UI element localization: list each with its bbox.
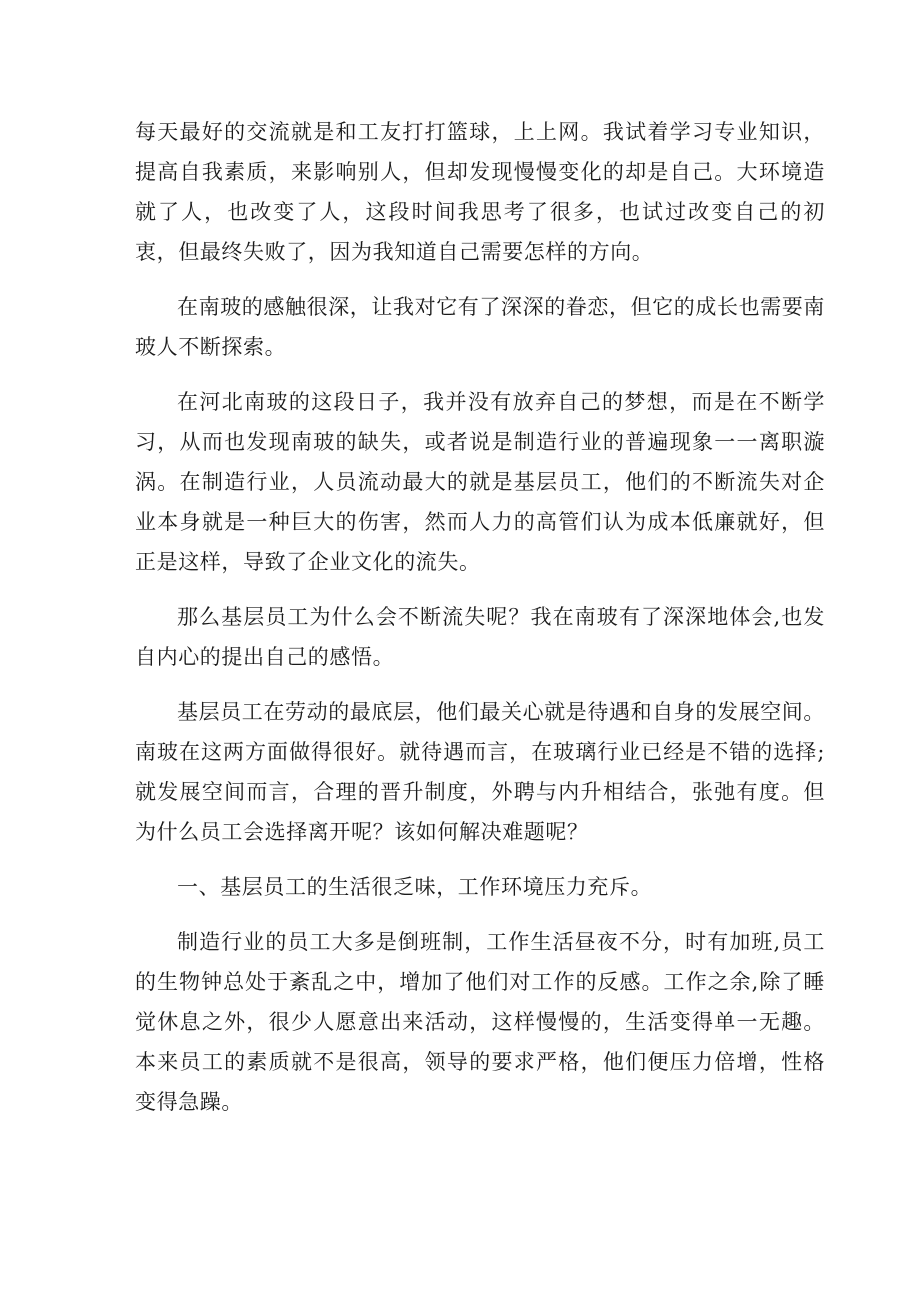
paragraph-2: 在南玻的感触很深，让我对它有了深深的眷恋，但它的成长也需要南玻人不断探索。 [135, 295, 825, 359]
document-body [135, 112, 825, 1137]
paragraph-1: 每天最好的交流就是和工友打打篮球，上上网。我试着学习专业知识，提高自我素质，来影响别人，但却发现慢慢变化的却是自己。大环境造就了人，也改变了人，这段时间我思考了很多，也试过改变自己的初衷，但最终失败了，因为我知道自己需要怎样的方向。 [135, 120, 825, 264]
paragraph-3: 在河北南玻的这段日子，我并没有放弃自己的梦想，而是在不断学习，从而也发现南玻的缺失，或者说是制造行业的普遍现象一一离职漩涡。在制造行业，人员流动最大的就是基层员工，他们的不断流失对企业本身就是一种巨大的伤害，然而人力的高管们认为成本低廉就好，但正是这样，导致了企业文化的流失。 [135, 390, 825, 574]
paragraph-6: 制造行业的员工大多是倒班制，工作生活昼夜不分，时有加班,员工的生物钟总处于紊乱之中，增加了他们对工作的反感。工作之余,除了睡觉休息之外，很少人愿意出来活动，这样慢慢的，生活变得单一无趣。本来员工的素质就不是很高，领导的要求严格，他们便压力倍增，性格变得急躁。 [135, 930, 825, 1114]
section-heading-1: 一、基层员工的生活很乏味，工作环境压力充斥。 [177, 875, 653, 899]
paragraph-4: 那么基层员工为什么会不断流失呢？我在南玻有了深深地体会,也发自内心的提出自己的感悟。 [135, 605, 825, 669]
paragraph-5: 基层员工在劳动的最底层，他们最关心就是待遇和自身的发展空间。南玻在这两方面做得很好。就待遇而言，在玻璃行业已经是不错的选择;就发展空间而言，合理的晋升制度，外聘与内升相结合，张弛有度。但为什么员工会选择离开呢？该如何解决难题呢？ [135, 700, 825, 844]
